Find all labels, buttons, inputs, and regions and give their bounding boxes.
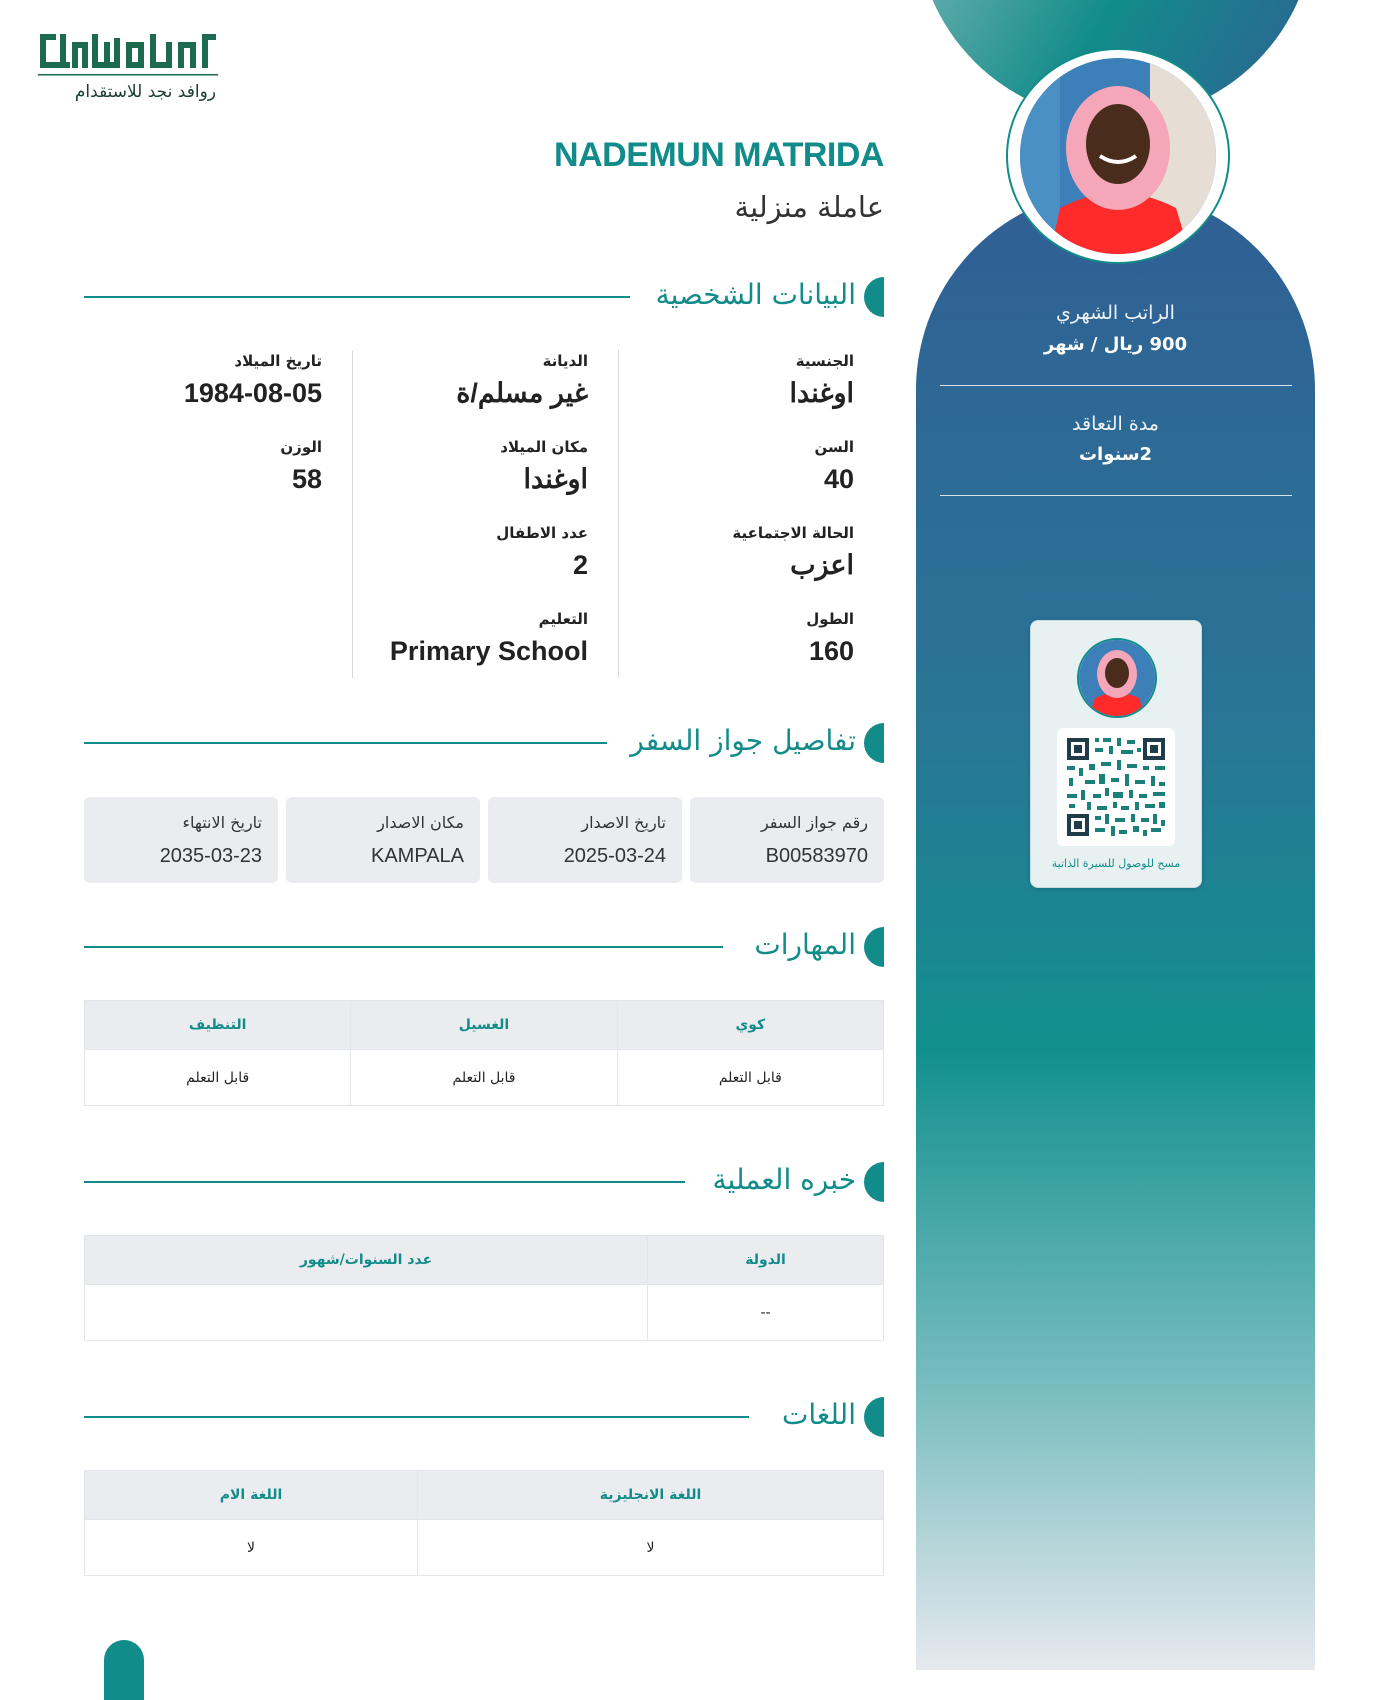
table-cell: قابل التعلم	[617, 1050, 883, 1106]
field-birth-place	[330, 438, 588, 495]
section-title-passport: تفاصيل جواز السفر	[630, 724, 856, 757]
field-label: الوزن	[280, 438, 322, 456]
field-label: السن	[814, 438, 854, 456]
field-label: مكان الميلاد	[500, 438, 588, 456]
section-rule	[84, 946, 723, 948]
sidebar-panel	[916, 0, 1315, 1670]
field-value: 2	[572, 550, 588, 580]
table-cell: قابل التعلم	[85, 1050, 351, 1106]
table-row	[85, 1050, 884, 1106]
section-rule	[84, 1181, 685, 1183]
field-label: الطول	[806, 610, 854, 628]
section-title-experience: خبره العملية	[712, 1163, 856, 1196]
section-rule	[84, 1416, 749, 1418]
field-value: 58	[291, 464, 322, 494]
field-nationality	[596, 352, 854, 409]
table-header: عدد السنوات/شهور	[85, 1236, 648, 1285]
field-label: الحالة الاجتماعية	[732, 524, 854, 542]
field-education	[330, 610, 588, 667]
table-header: اللغة الام	[85, 1471, 418, 1520]
passport-label: رقم جواز السفر	[760, 813, 868, 832]
table-cell: --	[648, 1285, 884, 1341]
table-row	[85, 1285, 884, 1341]
table-cell: قابل التعلم	[351, 1050, 617, 1106]
field-label: تاريخ الميلاد	[234, 352, 322, 370]
profile-photo	[1018, 56, 1218, 256]
logo-tagline: روافد نجد للاستقدام	[74, 82, 216, 102]
passport-value: 2025-03-24	[563, 845, 666, 867]
salary-label: الراتب الشهري	[1056, 302, 1175, 324]
field-label: عدد الاطفال	[496, 524, 588, 542]
experience-table	[84, 1235, 884, 1341]
contract-label: مدة التعاقد	[1072, 413, 1159, 435]
footer-marker	[104, 1640, 144, 1700]
section-marker	[864, 723, 884, 763]
passport-value: B00583970	[765, 845, 868, 867]
passport-label: مكان الاصدار	[377, 813, 464, 832]
skills-table	[84, 1000, 884, 1106]
field-value: اوغندا	[523, 464, 588, 494]
section-title-skills: المهارات	[754, 928, 856, 961]
table-header: التنظيف	[85, 1001, 351, 1050]
qr-card-photo	[1077, 638, 1157, 718]
passport-expiry-box	[84, 797, 278, 883]
candidate-name: NADEMUN MATRIDA	[554, 136, 884, 174]
section-marker	[864, 1397, 884, 1437]
field-value: اعزب	[790, 550, 854, 580]
table-cell	[85, 1285, 648, 1341]
section-title-languages: اللغات	[782, 1398, 856, 1431]
field-value: 1984-08-05	[183, 378, 322, 408]
table-header: الغسيل	[351, 1001, 617, 1050]
passport-number-box	[690, 797, 884, 883]
salary-value: 900 ريال / شهر	[1043, 334, 1188, 355]
languages-table	[84, 1470, 884, 1576]
table-header: الدولة	[648, 1236, 884, 1285]
section-marker	[864, 277, 884, 317]
section-marker	[864, 1162, 884, 1202]
section-rule	[84, 742, 607, 744]
field-birth-date	[64, 352, 322, 409]
table-cell: لا	[418, 1520, 884, 1576]
section-title-personal: البيانات الشخصية	[655, 278, 856, 311]
table-row	[85, 1520, 884, 1576]
field-label: الديانة	[542, 352, 588, 370]
field-label: الجنسية	[795, 352, 854, 370]
passport-value: KAMPALA	[371, 845, 464, 867]
field-age	[596, 438, 854, 495]
field-marital-status	[596, 524, 854, 581]
field-value: Primary School	[389, 636, 588, 666]
table-header: كوي	[617, 1001, 883, 1050]
qr-caption: مسح للوصول للسيرة الذاتية	[1051, 857, 1181, 870]
field-label: التعليم	[538, 610, 588, 628]
passport-issue-place-box	[286, 797, 480, 883]
table-header: اللغة الانجليزية	[418, 1471, 884, 1520]
field-height	[596, 610, 854, 667]
field-children	[330, 524, 588, 581]
passport-label: تاريخ الانتهاء	[182, 813, 262, 832]
field-value: اوغندا	[789, 378, 854, 408]
contract-value: 2سنوات	[1078, 444, 1153, 465]
field-value: 160	[808, 636, 854, 666]
passport-issue-date-box	[488, 797, 682, 883]
passport-value: 2035-03-23	[159, 845, 262, 867]
qr-card[interactable]	[1030, 620, 1202, 888]
sidebar-divider	[940, 385, 1292, 386]
sidebar-divider	[940, 495, 1292, 496]
section-marker	[864, 927, 884, 967]
table-cell: لا	[85, 1520, 418, 1576]
field-religion	[330, 352, 588, 409]
section-rule	[84, 296, 630, 298]
job-title: عاملة منزلية	[734, 190, 884, 224]
passport-label: تاريخ الاصدار	[581, 813, 666, 832]
field-value: 40	[823, 464, 854, 494]
field-value: غير مسلم/ة	[456, 378, 588, 408]
sidebar-background	[916, 190, 1315, 1670]
qr-code[interactable]	[1057, 728, 1175, 846]
field-weight	[64, 438, 322, 495]
